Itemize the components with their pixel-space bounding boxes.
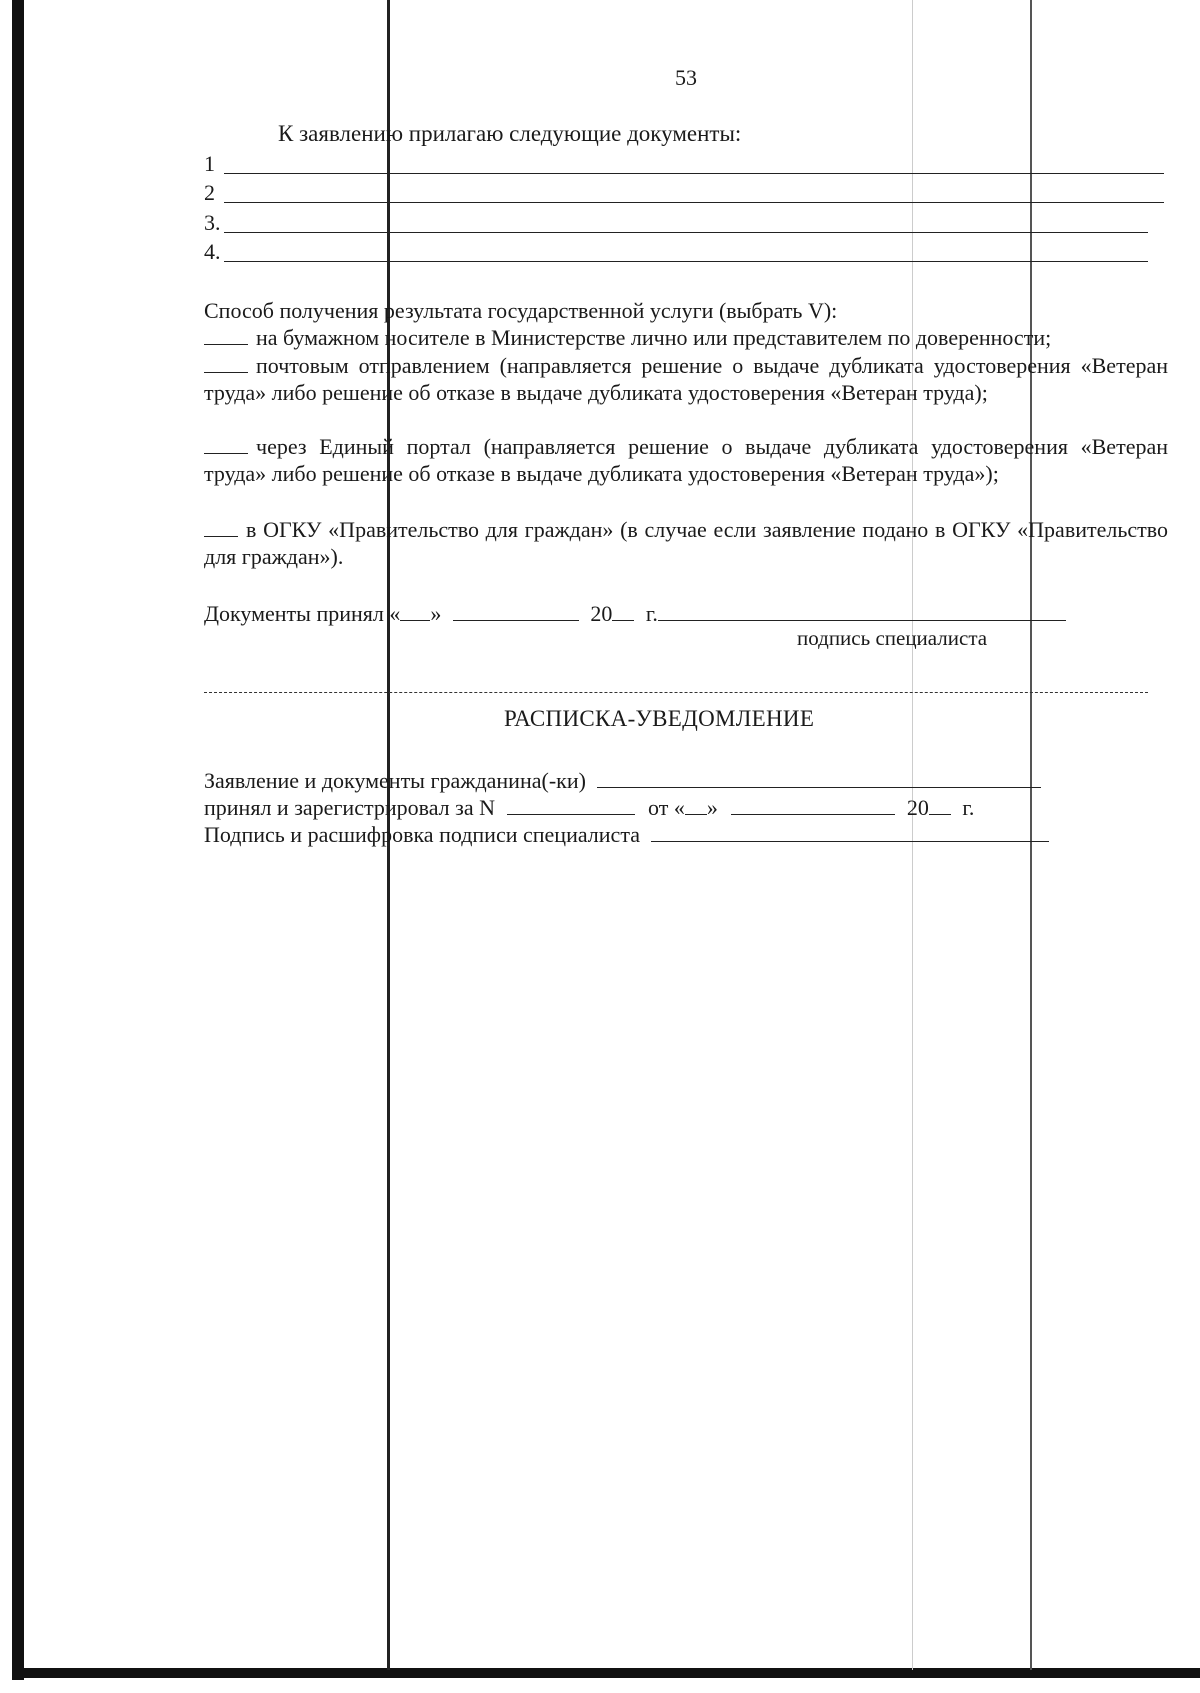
delivery-option[interactable] (204, 516, 1168, 570)
delivery-option[interactable] (204, 433, 1168, 487)
attachments-heading: К заявлению прилагаю следующие документы: (278, 121, 742, 146)
attachment-row[interactable] (204, 179, 1164, 206)
year-suffix: г. (962, 795, 975, 820)
attachment-blank-line[interactable] (224, 173, 1164, 174)
year-suffix: г. (645, 601, 658, 626)
citizen-name-blank[interactable] (597, 767, 1041, 788)
receipt-line-2 (204, 794, 974, 821)
attachment-row[interactable] (204, 150, 1164, 177)
attachment-number: 3. (204, 210, 221, 235)
signature-blank[interactable] (651, 821, 1049, 842)
delivery-option-text: в ОГКУ «Правительство для граждан» (в случае если заявление подано в ОГКУ «Правительство для граждан»). (204, 517, 1168, 569)
delivery-option-text: через Единый портал (направляется решение о выдаче дубликата удостоверения «Ветеран труда» либо решение об отказе в выдаче дубликата удостоверения «Ветеран труда»); (204, 434, 1168, 486)
choice-blank[interactable] (204, 435, 248, 454)
delivery-option-text: почтовым отправлением (направляется решение о выдаче дубликата удостоверения «Ветеран труда» либо решение об отказе в выдаче дубликата удостоверения «Ветеран труда); (204, 353, 1168, 405)
attachment-number: 2 (204, 180, 215, 205)
attachment-blank-line[interactable] (224, 261, 1148, 262)
choice-blank[interactable] (204, 354, 248, 373)
cut-line (204, 692, 1148, 693)
scan-border-left (12, 0, 24, 1680)
choice-blank[interactable] (204, 518, 238, 537)
registration-label: принял и зарегистрировал за N (204, 795, 496, 820)
close-quote: » (706, 795, 718, 820)
delivery-option-text: на бумажном носителе в Министерстве лично или представителем по доверенности; (256, 325, 1052, 350)
attachment-blank-line[interactable] (224, 232, 1148, 233)
day-blank[interactable] (685, 794, 707, 815)
month-blank[interactable] (731, 794, 895, 815)
year-prefix: 20 (590, 601, 613, 626)
attachment-row[interactable] (204, 238, 1148, 265)
receipt-line-3 (204, 821, 1049, 848)
delivery-option[interactable] (204, 352, 1168, 406)
delivery-heading: Способ получения результата государственной услуги (выбрать V): (204, 298, 838, 323)
year-blank[interactable] (612, 600, 634, 621)
specialist-signature-blank[interactable] (658, 600, 1066, 621)
year-prefix: 20 (906, 795, 929, 820)
receipt-citizen-label: Заявление и документы гражданина(-ки) (204, 768, 586, 793)
registration-number-blank[interactable] (507, 794, 635, 815)
acceptance-prefix: Документы принял « (204, 601, 401, 626)
attachment-blank-line[interactable] (224, 202, 1164, 203)
day-blank[interactable] (400, 600, 430, 621)
close-quote: » (430, 601, 442, 626)
month-blank[interactable] (453, 600, 579, 621)
attachment-number: 1 (204, 151, 215, 176)
signature-label: Подпись и расшифровка подписи специалиста (204, 822, 640, 847)
year-blank[interactable] (929, 794, 951, 815)
attachment-number: 4. (204, 239, 221, 264)
attachment-row[interactable] (204, 209, 1148, 236)
signature-caption: подпись специалиста (797, 626, 988, 650)
choice-blank[interactable] (204, 326, 248, 345)
acceptance-line (204, 600, 1066, 627)
delivery-option[interactable] (204, 324, 1168, 351)
from-label: от « (648, 795, 685, 820)
receipt-title: РАСПИСКА-УВЕДОМЛЕНИЕ (504, 706, 815, 731)
page-number: 53 (675, 65, 697, 90)
receipt-line-1 (204, 767, 1041, 794)
scan-border-bottom (12, 1668, 1200, 1678)
